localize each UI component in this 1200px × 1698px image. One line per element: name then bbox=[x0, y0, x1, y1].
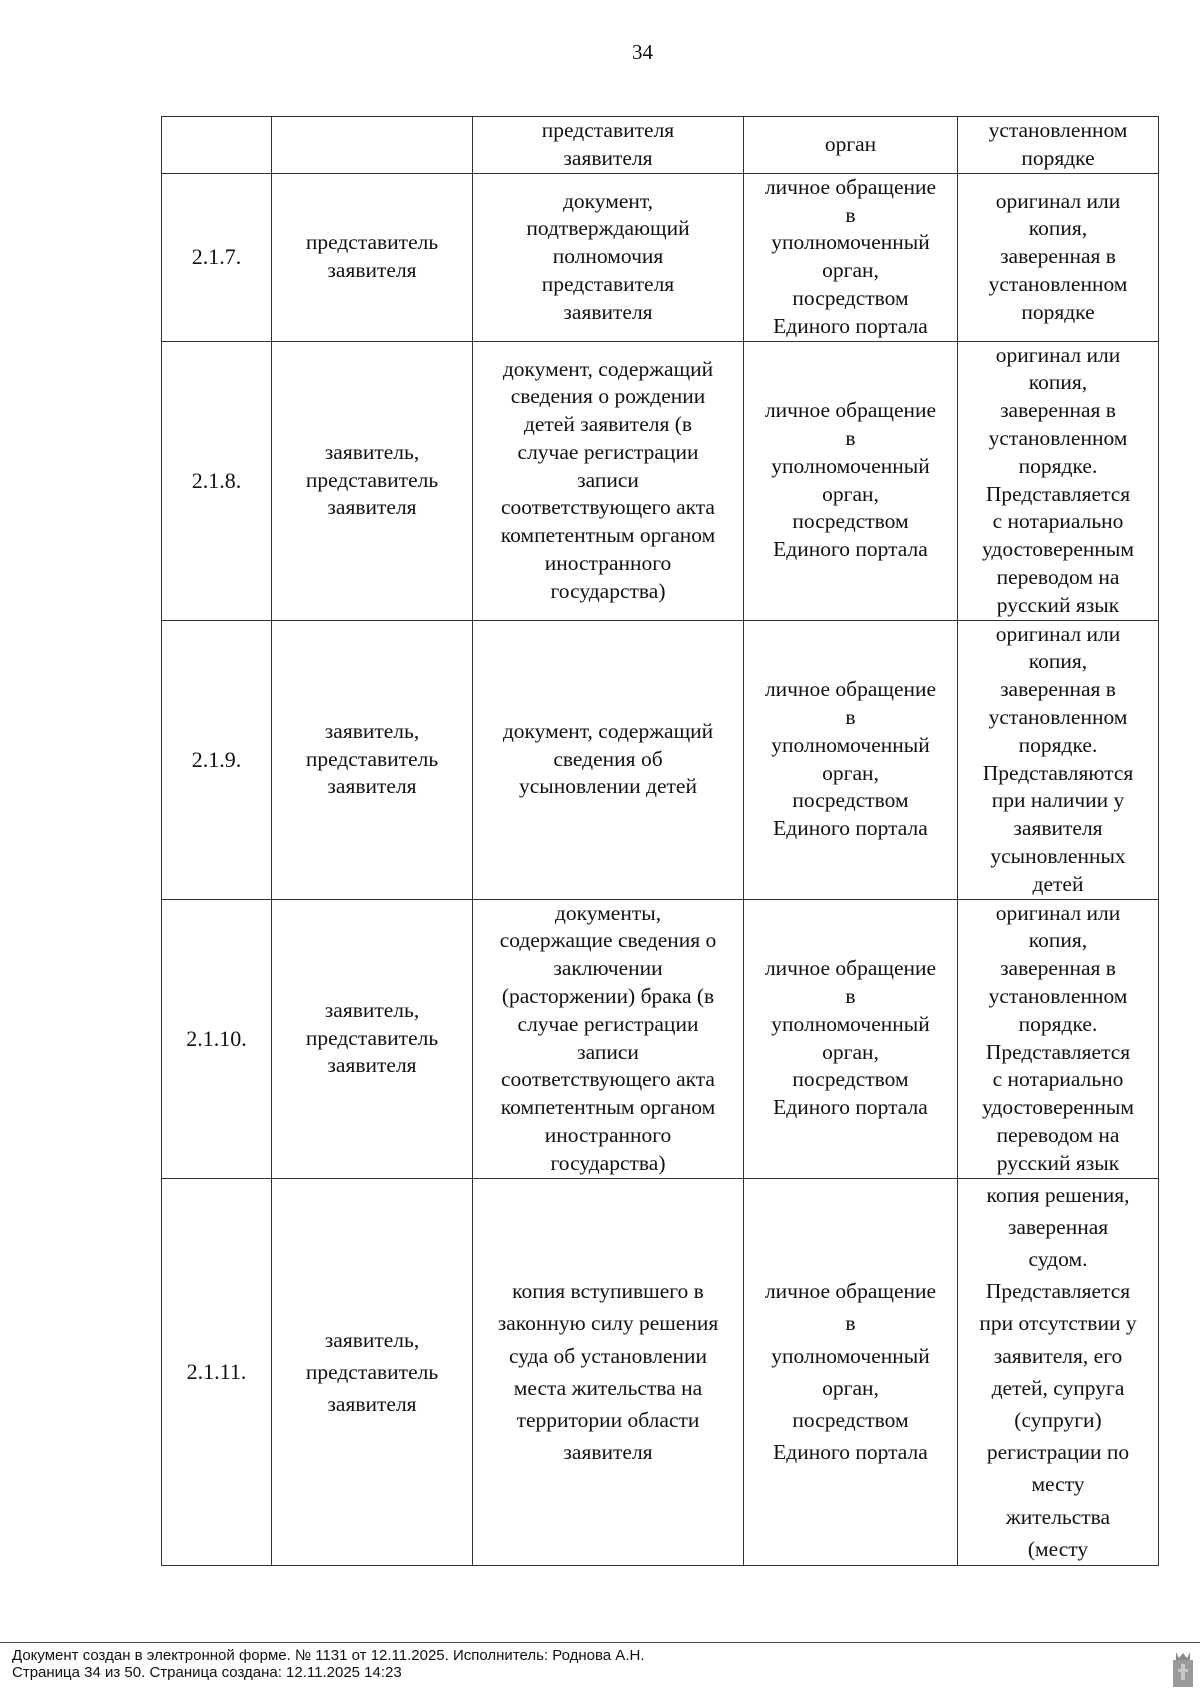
cell-text-line: жительства bbox=[1005, 1504, 1111, 1529]
cell-text-line: копия вступившего в bbox=[512, 1279, 704, 1304]
cell-condition bbox=[958, 899, 1159, 1178]
cell-text-line: личное обращение bbox=[764, 677, 937, 702]
cell-text-line: орган, bbox=[822, 258, 879, 283]
cell-text-line: компетентным органом bbox=[500, 1095, 716, 1120]
cell-text-line: суда об установлении bbox=[509, 1343, 707, 1368]
cell-text-line: копия, bbox=[1028, 649, 1088, 674]
cell-text-line: посредством bbox=[792, 1408, 909, 1433]
footer-line-document-info: Документ создан в электронной форме. № 1131 от 12.11.2025. Исполнитель: Роднова А.Н. bbox=[12, 1647, 645, 1664]
cell-text-line: заявителя bbox=[327, 1053, 417, 1078]
cell-document bbox=[473, 1178, 744, 1565]
cell-condition bbox=[958, 341, 1159, 620]
cell-text-line: детей bbox=[1032, 871, 1084, 896]
cell-text-line: Представляются bbox=[982, 760, 1134, 785]
cell-text-line: копия, bbox=[1028, 216, 1088, 241]
cell-text-line: 2.1.8. bbox=[191, 467, 242, 493]
cell-text-line: личное обращение bbox=[764, 174, 937, 199]
cell-text-line: подтверждающий bbox=[526, 216, 690, 241]
cell-submitter bbox=[272, 341, 473, 620]
cell-number bbox=[162, 341, 272, 620]
cell-text-line: установленном bbox=[988, 705, 1128, 729]
cell-text-line: записи bbox=[577, 1039, 639, 1064]
cell-text-line: копия, bbox=[1028, 928, 1088, 953]
cell-condition bbox=[958, 620, 1159, 899]
cell-text-line: заверенная bbox=[1007, 1214, 1109, 1239]
cell-text-line: порядке bbox=[1021, 299, 1095, 324]
cell-text-line: личное обращение bbox=[764, 956, 937, 981]
cell-text-line: оригинал или bbox=[995, 342, 1121, 367]
cell-text-line: полномочия bbox=[552, 244, 664, 269]
cell-text-line: компетентным органом bbox=[500, 523, 716, 548]
cell-number bbox=[162, 620, 272, 899]
cell-text-line: Представляется bbox=[985, 1039, 1131, 1064]
cell-text-line: уполномоченный bbox=[771, 453, 930, 478]
cell-text-line: (супруги) bbox=[1014, 1408, 1102, 1433]
cell-text-line: случае регистрации bbox=[517, 439, 699, 464]
cell-text-line: судом. bbox=[1028, 1247, 1088, 1271]
cell-text-line: в bbox=[845, 1311, 856, 1336]
cell-text-line: удостоверенным bbox=[982, 537, 1134, 562]
cell-text-line: посредством bbox=[792, 285, 909, 310]
cell-text-line: оригинал или bbox=[995, 621, 1121, 646]
cell-method bbox=[744, 620, 958, 899]
cell-number bbox=[162, 899, 272, 1178]
cell-text-line: иностранного bbox=[544, 551, 672, 576]
cell-text-line: уполномоченный bbox=[771, 1343, 930, 1368]
cell-text-line: установленном bbox=[988, 118, 1128, 142]
cell-text-line: записи bbox=[577, 467, 639, 492]
cell-text-line: государства) bbox=[550, 1150, 666, 1175]
cell-text-line: оригинал или bbox=[995, 900, 1121, 925]
cell-document bbox=[473, 341, 744, 620]
cell-text-line: Единого портала bbox=[773, 313, 928, 338]
cell-text-line: русский язык bbox=[996, 592, 1120, 617]
cell-text-line: заявителя, его bbox=[993, 1343, 1123, 1368]
cell-text-line: орган, bbox=[822, 481, 879, 506]
cell-text-line: 2.1.10. bbox=[186, 1025, 247, 1051]
cell-text-line: (месту bbox=[1027, 1536, 1089, 1561]
cell-text-line: заверенная в bbox=[1000, 398, 1116, 423]
cell-text-line: личное обращение bbox=[764, 1279, 937, 1304]
table-row bbox=[162, 1178, 1159, 1565]
cell-text-line: при наличии у bbox=[991, 788, 1125, 813]
cell-text-line: Единого портала bbox=[773, 1095, 928, 1120]
cell-text-line: посредством bbox=[792, 1067, 909, 1092]
cell-text-line: личное обращение bbox=[764, 398, 937, 423]
cell-text-line: представителя bbox=[541, 271, 675, 296]
page-number: 34 bbox=[632, 40, 653, 64]
cell-method bbox=[744, 117, 958, 174]
cell-text-line: заявитель, bbox=[324, 1327, 420, 1352]
cell-condition bbox=[958, 1178, 1159, 1565]
cell-text-line: заявителя bbox=[327, 258, 417, 283]
cell-text-line: представитель bbox=[305, 1359, 439, 1384]
cell-number bbox=[162, 173, 272, 341]
cell-text-line: представитель bbox=[305, 467, 439, 492]
cell-text-line: Единого портала bbox=[773, 816, 928, 841]
cell-method bbox=[744, 899, 958, 1178]
cell-text-line: документ, содержащий bbox=[502, 356, 714, 381]
cell-text-line: документ, bbox=[562, 188, 654, 213]
cell-text-line: установленном bbox=[988, 271, 1128, 296]
cell-text-line: заверенная в bbox=[1000, 677, 1116, 702]
cell-text-line: усыновленных bbox=[990, 843, 1126, 868]
cell-text-line: заявителя bbox=[563, 145, 653, 170]
cell-text-line: случае регистрации bbox=[517, 1011, 699, 1036]
cell-condition bbox=[958, 117, 1159, 174]
cell-text-line: уполномоченный bbox=[771, 1011, 930, 1036]
cell-text-line: копия, bbox=[1028, 370, 1088, 395]
cell-text-line: русский язык bbox=[996, 1150, 1120, 1175]
cell-text-line: Представляется bbox=[985, 1279, 1131, 1304]
cell-text-line: заявитель, bbox=[324, 997, 420, 1022]
cell-text-line: копия решения, bbox=[986, 1182, 1130, 1207]
cell-text-line: заявителя bbox=[327, 495, 417, 520]
cell-text-line: в bbox=[845, 984, 856, 1008]
cell-text-line: соответствующего акта bbox=[501, 1067, 715, 1092]
cell-text-line: сведения об bbox=[553, 746, 663, 771]
cell-text-line: Представляется bbox=[985, 481, 1131, 506]
cell-text-line: орган, bbox=[822, 1375, 879, 1400]
table-row bbox=[162, 620, 1159, 899]
cell-text-line: заявитель, bbox=[324, 439, 420, 464]
cell-text-line: представителя bbox=[541, 118, 675, 142]
cell-text-line: заявитель, bbox=[324, 718, 420, 743]
cell-text-line: посредством bbox=[792, 788, 909, 813]
cell-document bbox=[473, 117, 744, 174]
cell-text-line: в bbox=[845, 426, 856, 450]
cell-method bbox=[744, 1178, 958, 1565]
emblem-seal-icon bbox=[1172, 1650, 1194, 1688]
cell-submitter bbox=[272, 899, 473, 1178]
cell-text-line: переводом на bbox=[996, 564, 1120, 589]
cell-document bbox=[473, 899, 744, 1178]
cell-condition bbox=[958, 173, 1159, 341]
table-row bbox=[162, 341, 1159, 620]
document-footer bbox=[12, 1647, 644, 1681]
cell-text-line: установленном bbox=[988, 984, 1128, 1008]
cell-document bbox=[473, 620, 744, 899]
cell-text-line: порядке. bbox=[1018, 732, 1098, 757]
cell-text-line: заявителя bbox=[327, 1391, 417, 1416]
table-row bbox=[162, 173, 1159, 341]
cell-text-line: представитель bbox=[305, 1025, 439, 1050]
table-row bbox=[162, 117, 1159, 174]
cell-number bbox=[162, 1178, 272, 1565]
cell-text-line: 2.1.9. bbox=[191, 746, 242, 772]
cell-text-line: порядке. bbox=[1018, 453, 1098, 478]
cell-text-line: документы, bbox=[554, 900, 662, 925]
cell-submitter bbox=[272, 173, 473, 341]
cell-text-line: заявителя bbox=[1013, 816, 1103, 841]
cell-submitter bbox=[272, 117, 473, 174]
cell-text-line: детей, супруга bbox=[991, 1375, 1125, 1400]
cell-text-line: иностранного bbox=[544, 1122, 672, 1147]
cell-text-line: законную силу решения bbox=[497, 1311, 719, 1336]
cell-submitter bbox=[272, 1178, 473, 1565]
cell-text-line: 2.1.7. bbox=[191, 244, 242, 270]
cell-text-line: содержащие сведения о bbox=[499, 928, 717, 953]
cell-text-line: сведения о рождении bbox=[510, 384, 706, 409]
cell-text-line: заверенная в bbox=[1000, 956, 1116, 981]
cell-text-line: государства) bbox=[550, 578, 666, 603]
cell-text-line: при отсутствии у bbox=[979, 1311, 1137, 1336]
cell-text-line: территории области bbox=[516, 1408, 700, 1433]
cell-text-line: орган, bbox=[822, 760, 879, 785]
cell-text-line: порядке bbox=[1021, 145, 1095, 170]
cell-text-line: места жительства на bbox=[513, 1375, 703, 1400]
footer-line-page-info: Страница 34 из 50. Страница создана: 12.11.2025 14:23 bbox=[12, 1664, 402, 1681]
cell-text-line: в bbox=[845, 705, 856, 729]
cell-text-line: оригинал или bbox=[995, 188, 1121, 213]
table-row bbox=[162, 899, 1159, 1178]
cell-text-line: орган, bbox=[822, 1039, 879, 1064]
cell-text-line: заявителя bbox=[327, 774, 417, 799]
cell-text-line: уполномоченный bbox=[771, 230, 930, 255]
cell-text-line: посредством bbox=[792, 509, 909, 534]
cell-text-line: представитель bbox=[305, 230, 439, 255]
cell-text-line: в bbox=[845, 202, 856, 227]
cell-text-line: орган bbox=[824, 131, 877, 156]
cell-text-line: заявителя bbox=[563, 299, 653, 324]
cell-text-line: заявителя bbox=[563, 1440, 653, 1465]
footer-divider bbox=[0, 1642, 1200, 1643]
documents-table bbox=[161, 116, 1159, 1566]
cell-text-line: документ, содержащий bbox=[502, 718, 714, 743]
cell-text-line: месту bbox=[1031, 1472, 1085, 1497]
cell-text-line: соответствующего акта bbox=[501, 495, 715, 520]
cell-text-line: переводом на bbox=[996, 1122, 1120, 1147]
cell-text-line: с нотариально bbox=[992, 509, 1124, 534]
cell-method bbox=[744, 341, 958, 620]
cell-text-line: удостоверенным bbox=[982, 1095, 1134, 1120]
cell-submitter bbox=[272, 620, 473, 899]
cell-text-line: порядке. bbox=[1018, 1011, 1098, 1036]
cell-text-line: представитель bbox=[305, 746, 439, 771]
cell-text-line: регистрации по bbox=[986, 1440, 1130, 1465]
cell-text-line: усыновлении детей bbox=[519, 774, 697, 799]
cell-text-line: 2.1.11. bbox=[186, 1358, 247, 1384]
cell-text-line: с нотариально bbox=[992, 1067, 1124, 1092]
cell-text-line: установленном bbox=[988, 426, 1128, 450]
cell-text-line: Единого портала bbox=[773, 1440, 928, 1465]
cell-text-line: (расторжении) брака (в bbox=[501, 984, 715, 1008]
cell-document bbox=[473, 173, 744, 341]
cell-text-line: заверенная в bbox=[1000, 244, 1116, 269]
cell-method bbox=[744, 173, 958, 341]
cell-number bbox=[162, 117, 272, 174]
cell-text-line: детей заявителя (в bbox=[523, 412, 693, 437]
cell-text-line: Единого портала bbox=[773, 537, 928, 562]
cell-text-line: уполномоченный bbox=[771, 732, 930, 757]
cell-text-line: заключении bbox=[553, 956, 663, 981]
